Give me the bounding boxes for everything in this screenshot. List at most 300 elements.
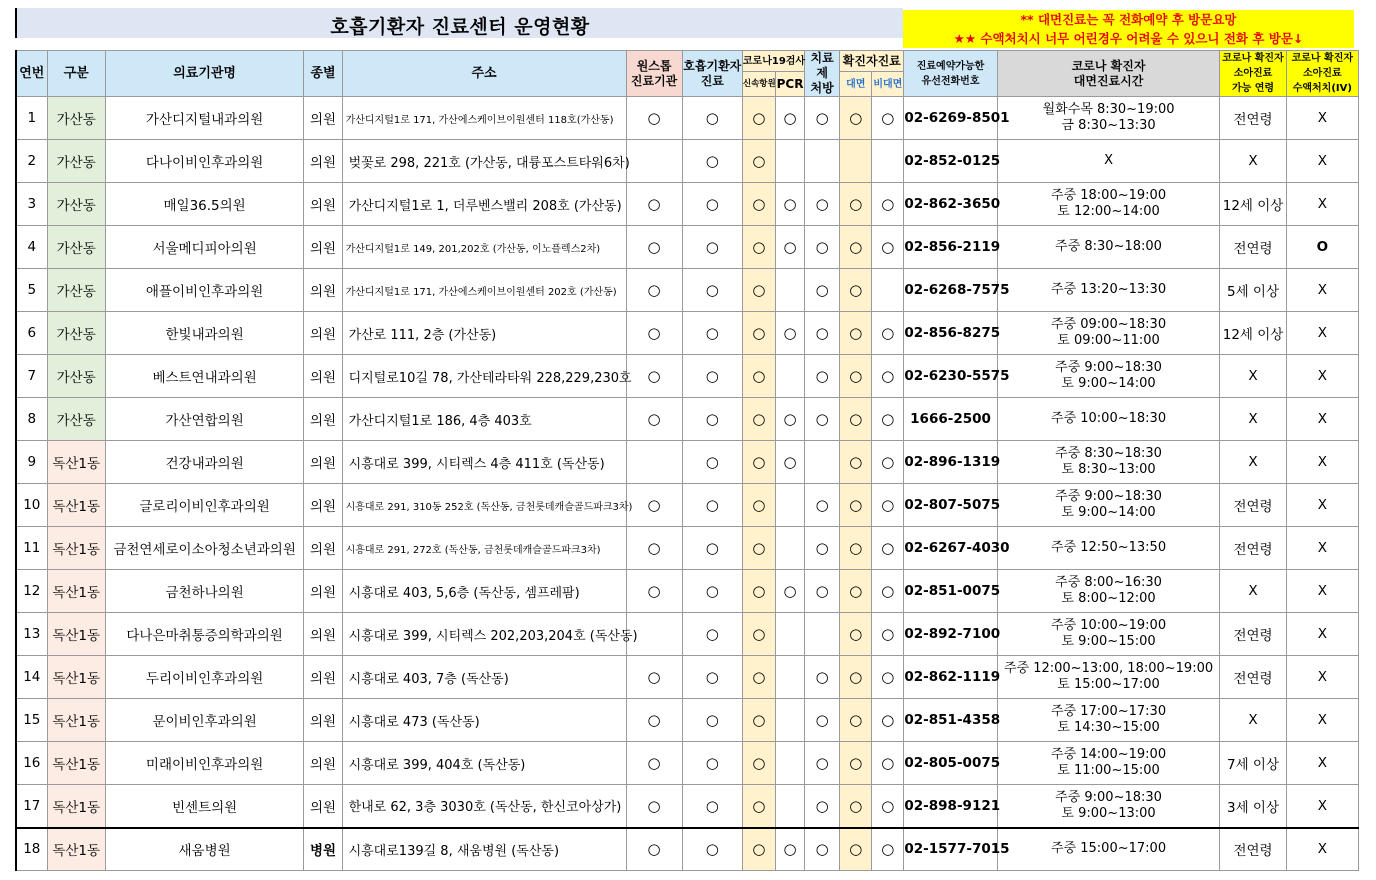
cell-iv: X xyxy=(1286,527,1358,570)
notice-box xyxy=(903,10,1354,48)
hours-line: 주중 9:00~18:30 xyxy=(1055,489,1162,504)
col-header-district: 구분 xyxy=(47,51,105,97)
cell-rapid: ○ xyxy=(742,226,775,269)
cell-type: 의원 xyxy=(304,398,342,441)
hours-line: 토 9:00~15:00 xyxy=(1061,634,1156,649)
cell-name: 베스트연내과의원 xyxy=(105,355,304,398)
cell-phone: 02-896-1319 xyxy=(904,441,997,484)
cell-treatment xyxy=(805,613,840,656)
cell-phone: 02-856-2119 xyxy=(904,226,997,269)
col-header-pediatric-iv: 코로나 확진자 소아진료 수액처치(IV) xyxy=(1286,51,1358,97)
cell-age: X xyxy=(1220,398,1286,441)
cell-address: 가산디지털1로 149, 201,202호 (가산동, 이노플렉스2차) xyxy=(342,226,626,269)
cell-age: 3세 이상 xyxy=(1220,785,1286,828)
cell-no: 4 xyxy=(16,226,47,269)
hours-line: 주중 09:00~18:30 xyxy=(1051,317,1167,332)
cell-rapid: ○ xyxy=(742,140,775,183)
cell-respiratory: ○ xyxy=(682,785,742,828)
hours-line: 주중 8:00~16:30 xyxy=(1055,575,1162,590)
col-header-nonface: 비대면 xyxy=(872,72,904,97)
cell-respiratory: ○ xyxy=(682,312,742,355)
cell-face: ○ xyxy=(840,699,872,742)
cell-address: 시흥대로 399, 시티렉스 4층 411호 (독산동) xyxy=(342,441,626,484)
cell-no: 6 xyxy=(16,312,47,355)
cell-district: 가산동 xyxy=(47,97,105,140)
cell-onestop: ○ xyxy=(626,828,682,871)
cell-treatment xyxy=(805,140,840,183)
cell-rapid: ○ xyxy=(742,312,775,355)
cell-phone: 02-6230-5575 xyxy=(904,355,997,398)
cell-nonface: ○ xyxy=(872,613,904,656)
table-row xyxy=(16,183,1359,226)
cell-name: 문이비인후과의원 xyxy=(105,699,304,742)
hours-line: 토 9:00~13:00 xyxy=(1061,805,1156,821)
hours-line: 주중 9:00~18:30 xyxy=(1055,789,1162,805)
cell-phone: 1666-2500 xyxy=(904,398,997,441)
cell-treatment: ○ xyxy=(805,269,840,312)
hours-line: 토 15:00~17:00 xyxy=(1057,677,1160,692)
cell-pcr xyxy=(775,140,804,183)
cell-type: 의원 xyxy=(304,269,342,312)
cell-address: 시흥대로 291, 272호 (독산동, 금천롯데캐슬골드파크3차) xyxy=(342,527,626,570)
cell-treatment: ○ xyxy=(805,656,840,699)
cell-respiratory: ○ xyxy=(682,398,742,441)
cell-rapid: ○ xyxy=(742,484,775,527)
cell-rapid: ○ xyxy=(742,699,775,742)
hours-line: 주중 10:00~18:30 xyxy=(1051,411,1167,426)
cell-treatment: ○ xyxy=(805,398,840,441)
cell-district: 가산동 xyxy=(47,355,105,398)
cell-face: ○ xyxy=(840,656,872,699)
hours-line: 금 8:30~13:30 xyxy=(1061,118,1156,133)
cell-age: 전연령 xyxy=(1220,828,1286,871)
col-header-confirmed: 확진자진료 xyxy=(840,51,904,72)
cell-nonface xyxy=(872,269,904,312)
cell-hours xyxy=(997,785,1220,828)
col-header-type: 종별 xyxy=(304,51,342,97)
cell-nonface: ○ xyxy=(872,699,904,742)
cell-respiratory: ○ xyxy=(682,484,742,527)
cell-name: 다나은마취통증의학과의원 xyxy=(105,613,304,656)
cell-face: ○ xyxy=(840,226,872,269)
notice-line-2: ★★ 수액처치시 너무 어린경우 어려울 수 있으니 전화 후 방문↓ xyxy=(953,31,1304,46)
cell-age: X xyxy=(1220,140,1286,183)
cell-address: 시흥대로 291, 310동 252호 (독산동, 금천롯데캐슬골드파크3차) xyxy=(342,484,626,527)
cell-pcr xyxy=(775,355,804,398)
cell-name: 가산디지털내과의원 xyxy=(105,97,304,140)
table-row xyxy=(16,613,1359,656)
cell-onestop: ○ xyxy=(626,226,682,269)
cell-no: 15 xyxy=(16,699,47,742)
cell-face: ○ xyxy=(840,355,872,398)
cell-rapid: ○ xyxy=(742,269,775,312)
hours-line: 토 12:00~14:00 xyxy=(1057,204,1160,219)
cell-iv: X xyxy=(1286,269,1358,312)
cell-hours xyxy=(997,613,1220,656)
cell-treatment: ○ xyxy=(805,355,840,398)
cell-nonface xyxy=(872,140,904,183)
cell-age: X xyxy=(1220,441,1286,484)
cell-face: ○ xyxy=(840,183,872,226)
cell-phone: 02-862-1119 xyxy=(904,656,997,699)
clinic-table xyxy=(15,50,1359,871)
cell-face: ○ xyxy=(840,828,872,871)
cell-face: ○ xyxy=(840,613,872,656)
cell-nonface: ○ xyxy=(872,484,904,527)
cell-pcr xyxy=(775,656,804,699)
cell-treatment: ○ xyxy=(805,828,840,871)
cell-phone: 02-898-9121 xyxy=(904,785,997,828)
cell-nonface: ○ xyxy=(872,828,904,871)
table-row xyxy=(16,527,1359,570)
cell-nonface: ○ xyxy=(872,312,904,355)
cell-phone: 02-1577-7015 xyxy=(904,828,997,871)
cell-type: 의원 xyxy=(304,527,342,570)
cell-address: 시흥대로 403, 7층 (독산동) xyxy=(342,656,626,699)
cell-type: 의원 xyxy=(304,656,342,699)
cell-district: 가산동 xyxy=(47,183,105,226)
cell-type: 의원 xyxy=(304,699,342,742)
cell-no: 14 xyxy=(16,656,47,699)
col-header-address: 주소 xyxy=(342,51,626,97)
cell-name: 다나이비인후과의원 xyxy=(105,140,304,183)
hours-line: 주중 13:20~13:30 xyxy=(1051,282,1167,297)
cell-face xyxy=(840,140,872,183)
cell-treatment: ○ xyxy=(805,484,840,527)
cell-face: ○ xyxy=(840,570,872,613)
cell-hours xyxy=(997,441,1220,484)
page-title: 호흡기환자 진료센터 운영현황 xyxy=(330,16,590,38)
cell-type: 의원 xyxy=(304,312,342,355)
cell-hours xyxy=(997,742,1220,785)
title-bar xyxy=(15,8,903,38)
cell-pcr: ○ xyxy=(775,312,804,355)
hours-line: 주중 15:00~17:00 xyxy=(1051,841,1167,857)
cell-district: 독산1동 xyxy=(47,785,105,828)
cell-no: 16 xyxy=(16,742,47,785)
hours-line: 토 8:30~13:00 xyxy=(1061,462,1156,477)
cell-onestop xyxy=(626,140,682,183)
col-header-treatment: 치료제 처방 xyxy=(805,51,840,97)
cell-name: 새움병원 xyxy=(105,828,304,871)
cell-pcr: ○ xyxy=(775,97,804,140)
cell-respiratory: ○ xyxy=(682,441,742,484)
cell-district: 독산1동 xyxy=(47,613,105,656)
hours-line: 토 9:00~14:00 xyxy=(1061,376,1156,391)
table-row xyxy=(16,742,1359,785)
cell-pcr: ○ xyxy=(775,828,804,871)
cell-hours xyxy=(997,828,1220,871)
cell-rapid: ○ xyxy=(742,183,775,226)
cell-phone: 02-807-5075 xyxy=(904,484,997,527)
table-row xyxy=(16,785,1359,828)
cell-hours xyxy=(997,226,1220,269)
cell-respiratory: ○ xyxy=(682,656,742,699)
cell-rapid: ○ xyxy=(742,527,775,570)
cell-face: ○ xyxy=(840,527,872,570)
table-row xyxy=(16,312,1359,355)
cell-iv: X xyxy=(1286,441,1358,484)
cell-district: 가산동 xyxy=(47,312,105,355)
cell-address: 시흥대로 399, 404호 (독산동) xyxy=(342,742,626,785)
cell-pcr: ○ xyxy=(775,183,804,226)
cell-onestop: ○ xyxy=(626,656,682,699)
cell-treatment: ○ xyxy=(805,570,840,613)
cell-rapid: ○ xyxy=(742,97,775,140)
cell-address: 시흥대로 399, 시티렉스 202,203,204호 (독산동) xyxy=(342,613,626,656)
cell-no: 2 xyxy=(16,140,47,183)
cell-age: 전연령 xyxy=(1220,484,1286,527)
cell-type: 의원 xyxy=(304,226,342,269)
cell-hours xyxy=(997,656,1220,699)
cell-no: 18 xyxy=(16,828,47,871)
cell-district: 독산1동 xyxy=(47,484,105,527)
cell-name: 매일36.5의원 xyxy=(105,183,304,226)
cell-type: 의원 xyxy=(304,613,342,656)
cell-type: 의원 xyxy=(304,570,342,613)
cell-phone: 02-856-8275 xyxy=(904,312,997,355)
cell-rapid: ○ xyxy=(742,613,775,656)
cell-age: 전연령 xyxy=(1220,613,1286,656)
cell-no: 1 xyxy=(16,97,47,140)
cell-onestop: ○ xyxy=(626,183,682,226)
table-row xyxy=(16,699,1359,742)
cell-name: 금천하나의원 xyxy=(105,570,304,613)
cell-rapid: ○ xyxy=(742,742,775,785)
hours-line: X xyxy=(1104,153,1113,168)
col-header-name: 의료기관명 xyxy=(105,51,304,97)
cell-address: 벚꽃로 298, 221호 (가산동, 대륭포스트타워6차) xyxy=(342,140,626,183)
cell-district: 독산1동 xyxy=(47,742,105,785)
cell-iv: O xyxy=(1286,226,1358,269)
cell-no: 9 xyxy=(16,441,47,484)
cell-pcr: ○ xyxy=(775,441,804,484)
cell-nonface: ○ xyxy=(872,785,904,828)
cell-age: 12세 이상 xyxy=(1220,312,1286,355)
cell-no: 12 xyxy=(16,570,47,613)
cell-district: 독산1동 xyxy=(47,441,105,484)
cell-hours xyxy=(997,269,1220,312)
col-header-pediatric-age: 코로나 확진자 소아진료 가능 연령 xyxy=(1220,51,1286,97)
cell-respiratory: ○ xyxy=(682,269,742,312)
col-header-phone: 진료예약가능한 유선전화번호 xyxy=(904,51,997,97)
cell-face: ○ xyxy=(840,312,872,355)
cell-iv: X xyxy=(1286,398,1358,441)
cell-type: 의원 xyxy=(304,183,342,226)
cell-treatment: ○ xyxy=(805,312,840,355)
cell-hours xyxy=(997,183,1220,226)
cell-rapid: ○ xyxy=(742,785,775,828)
cell-iv: X xyxy=(1286,312,1358,355)
cell-treatment xyxy=(805,441,840,484)
cell-iv: X xyxy=(1286,742,1358,785)
cell-iv: X xyxy=(1286,484,1358,527)
cell-no: 11 xyxy=(16,527,47,570)
table-row xyxy=(16,484,1359,527)
cell-no: 10 xyxy=(16,484,47,527)
cell-iv: X xyxy=(1286,355,1358,398)
cell-onestop: ○ xyxy=(626,785,682,828)
hours-line: 주중 12:50~13:50 xyxy=(1051,540,1167,555)
cell-onestop xyxy=(626,441,682,484)
cell-address: 가산로 111, 2층 (가산동) xyxy=(342,312,626,355)
cell-address: 가산디지털1로 171, 가산에스케이브이원센터 118호(가산동) xyxy=(342,97,626,140)
cell-name: 한빛내과의원 xyxy=(105,312,304,355)
cell-phone: 02-892-7100 xyxy=(904,613,997,656)
cell-hours xyxy=(997,527,1220,570)
cell-face: ○ xyxy=(840,742,872,785)
cell-no: 8 xyxy=(16,398,47,441)
cell-treatment: ○ xyxy=(805,226,840,269)
cell-district: 가산동 xyxy=(47,140,105,183)
hours-line: 주중 9:00~18:30 xyxy=(1055,360,1162,375)
cell-face: ○ xyxy=(840,269,872,312)
cell-treatment: ○ xyxy=(805,742,840,785)
cell-nonface: ○ xyxy=(872,226,904,269)
cell-respiratory: ○ xyxy=(682,828,742,871)
cell-onestop: ○ xyxy=(626,570,682,613)
cell-nonface: ○ xyxy=(872,527,904,570)
cell-district: 독산1동 xyxy=(47,828,105,871)
cell-pcr xyxy=(775,269,804,312)
cell-nonface: ○ xyxy=(872,656,904,699)
cell-treatment: ○ xyxy=(805,785,840,828)
cell-onestop: ○ xyxy=(626,355,682,398)
cell-rapid: ○ xyxy=(742,355,775,398)
cell-iv: X xyxy=(1286,97,1358,140)
cell-phone: 02-6267-4030 xyxy=(904,527,997,570)
cell-address: 가산디지털1로 171, 가산에스케이브이원센터 202호 (가산동) xyxy=(342,269,626,312)
cell-name: 서울메디피아의원 xyxy=(105,226,304,269)
table-row xyxy=(16,441,1359,484)
col-header-pcr: PCR xyxy=(775,72,804,97)
cell-onestop: ○ xyxy=(626,527,682,570)
hours-line: 주중 17:00~17:30 xyxy=(1051,704,1167,719)
cell-onestop: ○ xyxy=(626,398,682,441)
cell-type: 의원 xyxy=(304,484,342,527)
cell-address: 시흥대로 403, 5,6층 (독산동, 셈프레팜) xyxy=(342,570,626,613)
cell-phone: 02-851-0075 xyxy=(904,570,997,613)
cell-hours xyxy=(997,312,1220,355)
col-header-no: 연번 xyxy=(16,51,47,97)
cell-address: 시흥대로 473 (독산동) xyxy=(342,699,626,742)
cell-age: 전연령 xyxy=(1220,527,1286,570)
table-row xyxy=(16,226,1359,269)
col-header-rapid: 신속항원 xyxy=(742,72,775,97)
hours-line: 토 14:30~15:00 xyxy=(1057,720,1160,735)
cell-age: X xyxy=(1220,699,1286,742)
cell-name: 빈센트의원 xyxy=(105,785,304,828)
cell-nonface: ○ xyxy=(872,355,904,398)
cell-respiratory: ○ xyxy=(682,742,742,785)
cell-pcr xyxy=(775,484,804,527)
cell-respiratory: ○ xyxy=(682,527,742,570)
cell-name: 글로리이비인후과의원 xyxy=(105,484,304,527)
table-row xyxy=(16,656,1359,699)
cell-hours xyxy=(997,484,1220,527)
cell-age: 5세 이상 xyxy=(1220,269,1286,312)
hours-line: 주중 10:00~19:00 xyxy=(1051,618,1167,633)
col-header-hours: 코로나 확진자 대면진료시간 xyxy=(997,51,1220,97)
cell-name: 가산연합의원 xyxy=(105,398,304,441)
cell-rapid: ○ xyxy=(742,398,775,441)
cell-age: X xyxy=(1220,355,1286,398)
cell-iv: X xyxy=(1286,613,1358,656)
cell-district: 독산1동 xyxy=(47,570,105,613)
cell-district: 독산1동 xyxy=(47,656,105,699)
cell-pcr xyxy=(775,613,804,656)
hours-line: 토 8:00~12:00 xyxy=(1061,591,1156,606)
cell-pcr: ○ xyxy=(775,398,804,441)
hours-line: 토 9:00~14:00 xyxy=(1061,505,1156,520)
cell-pcr xyxy=(775,785,804,828)
cell-no: 17 xyxy=(16,785,47,828)
col-header-face: 대면 xyxy=(840,72,872,97)
cell-pcr xyxy=(775,527,804,570)
cell-age: 전연령 xyxy=(1220,226,1286,269)
cell-rapid: ○ xyxy=(742,656,775,699)
cell-rapid: ○ xyxy=(742,828,775,871)
table-row xyxy=(16,269,1359,312)
cell-respiratory: ○ xyxy=(682,699,742,742)
hours-line: 주중 14:00~19:00 xyxy=(1051,747,1167,762)
cell-address: 가산디지털1로 186, 4층 403호 xyxy=(342,398,626,441)
cell-respiratory: ○ xyxy=(682,613,742,656)
cell-rapid: ○ xyxy=(742,570,775,613)
cell-phone: 02-862-3650 xyxy=(904,183,997,226)
cell-age: 전연령 xyxy=(1220,97,1286,140)
cell-pcr: ○ xyxy=(775,570,804,613)
cell-name: 미래이비인후과의원 xyxy=(105,742,304,785)
cell-type: 의원 xyxy=(304,97,342,140)
cell-onestop: ○ xyxy=(626,484,682,527)
cell-name: 금천연세로이소아청소년과의원 xyxy=(105,527,304,570)
cell-iv: X xyxy=(1286,570,1358,613)
cell-onestop: ○ xyxy=(626,312,682,355)
cell-iv: X xyxy=(1286,140,1358,183)
cell-age: X xyxy=(1220,570,1286,613)
cell-face: ○ xyxy=(840,484,872,527)
cell-nonface: ○ xyxy=(872,742,904,785)
notice-line-1: ** 대면진료는 꼭 전화예약 후 방문요망 xyxy=(1020,12,1237,27)
cell-hours xyxy=(997,570,1220,613)
cell-phone: 02-852-0125 xyxy=(904,140,997,183)
hours-line: 토 09:00~11:00 xyxy=(1057,333,1160,348)
cell-type: 의원 xyxy=(304,742,342,785)
cell-iv: X xyxy=(1286,183,1358,226)
col-header-onestop: 원스톱 진료기관 xyxy=(626,51,682,97)
col-header-respiratory: 호흡기환자 진료 xyxy=(682,51,742,97)
cell-nonface: ○ xyxy=(872,441,904,484)
cell-iv: X xyxy=(1286,656,1358,699)
cell-nonface: ○ xyxy=(872,183,904,226)
cell-face: ○ xyxy=(840,97,872,140)
cell-no: 13 xyxy=(16,613,47,656)
table-row xyxy=(16,140,1359,183)
cell-age: 12세 이상 xyxy=(1220,183,1286,226)
cell-no: 3 xyxy=(16,183,47,226)
cell-hours xyxy=(997,140,1220,183)
cell-onestop: ○ xyxy=(626,269,682,312)
cell-hours xyxy=(997,97,1220,140)
cell-address: 한내로 62, 3층 3030호 (독산동, 한신코아상가) xyxy=(342,785,626,828)
cell-district: 독산1동 xyxy=(47,527,105,570)
cell-iv: X xyxy=(1286,699,1358,742)
cell-respiratory: ○ xyxy=(682,97,742,140)
cell-age: 7세 이상 xyxy=(1220,742,1286,785)
cell-face: ○ xyxy=(840,441,872,484)
cell-treatment: ○ xyxy=(805,183,840,226)
